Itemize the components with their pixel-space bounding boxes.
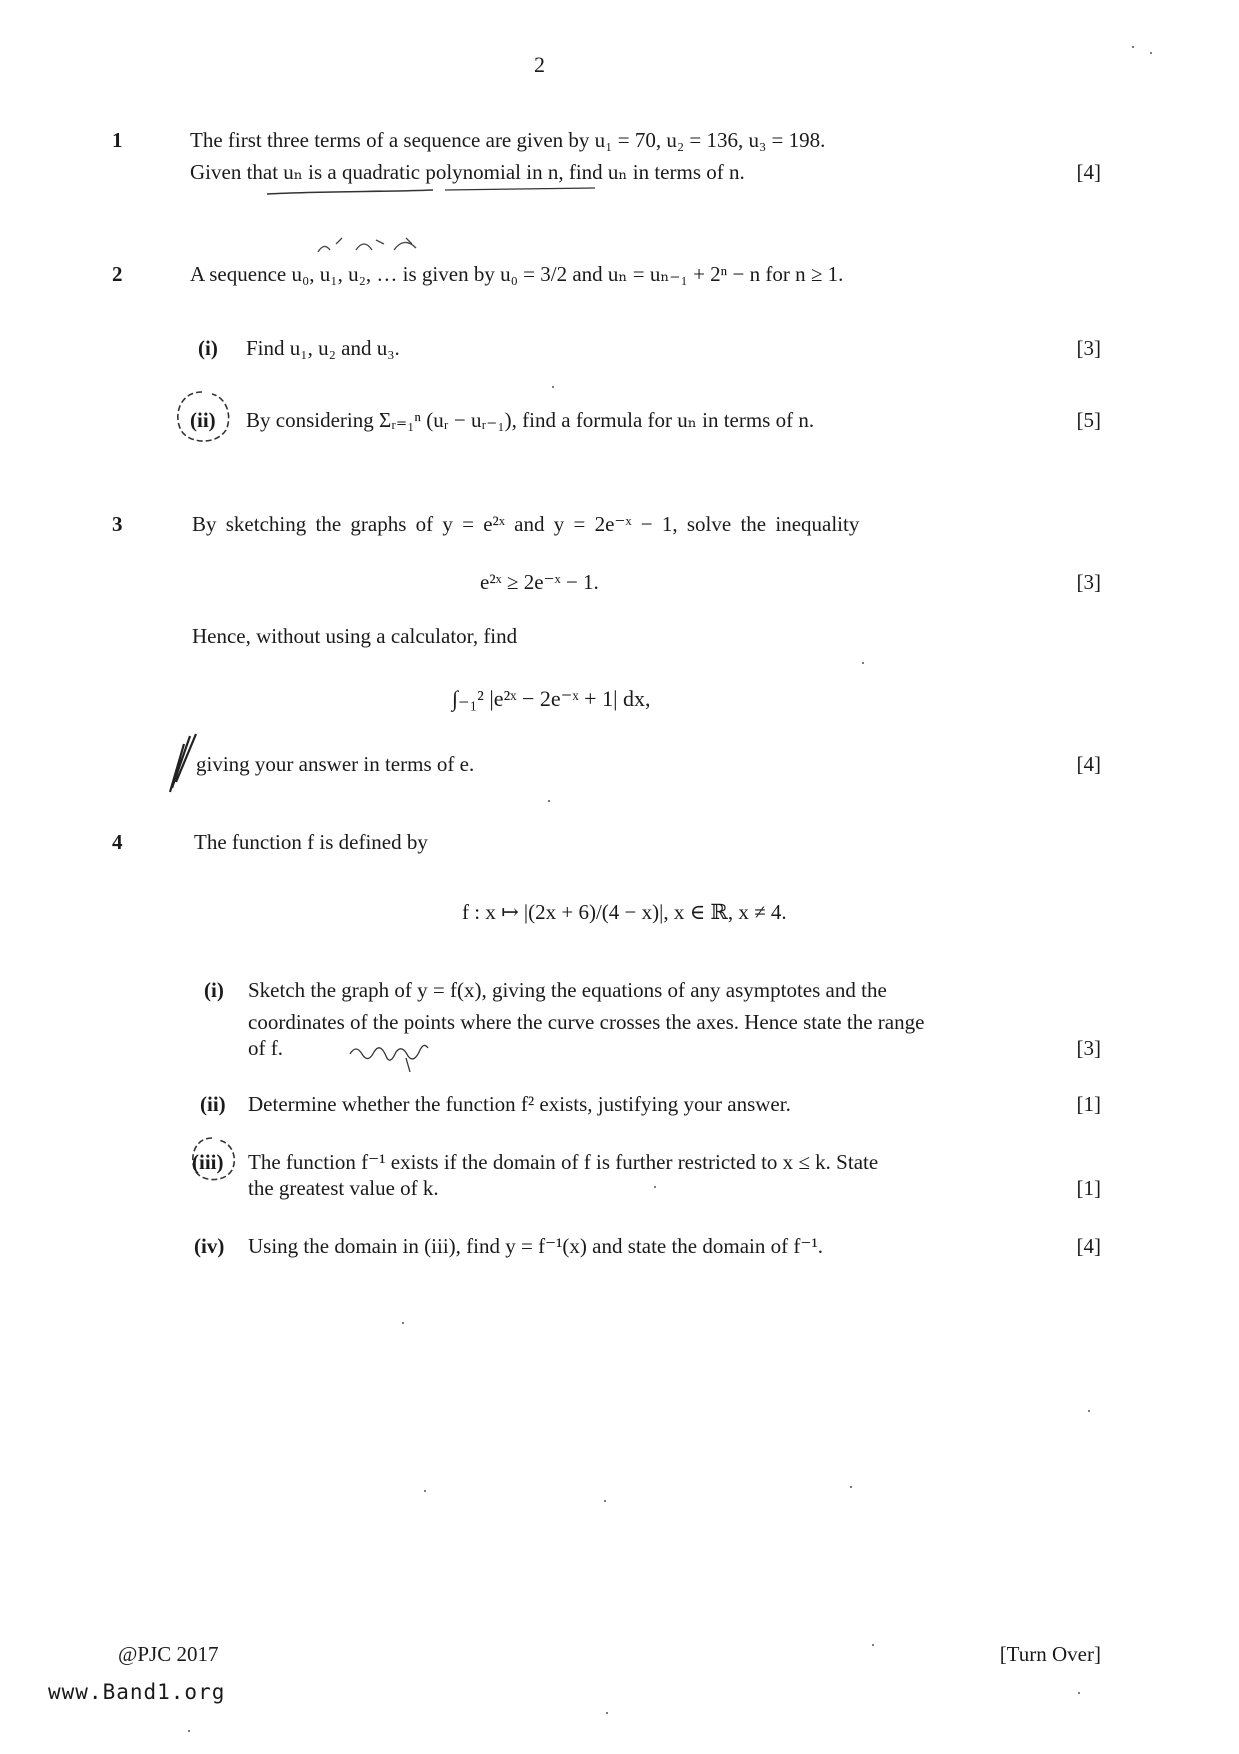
question-3-marks-1: [3]	[1076, 570, 1101, 594]
question-2-part-ii-label: (ii)	[190, 408, 216, 432]
question-3-giving: giving your answer in terms of e.	[196, 752, 475, 776]
question-3-stem: By sketching the graphs of y = e²ˣ and y = 2e⁻ˣ − 1, solve the inequality	[192, 512, 860, 536]
scan-speck	[850, 1486, 852, 1488]
footer-copyright: @PJC 2017	[118, 1642, 219, 1666]
scan-speck	[872, 1644, 874, 1646]
question-1-line-2: Given that uₙ is a quadratic polynomial in n, find uₙ in terms of n.	[190, 160, 745, 184]
footer-turn-over: [Turn Over]	[999, 1642, 1101, 1666]
question-3-inequality: e²ˣ ≥ 2e⁻ˣ − 1.	[480, 570, 599, 594]
question-1-line-1: The first three terms of a sequence are given by u₁ = 70, u₂ = 136, u₃ = 198.	[190, 128, 826, 152]
question-4-part-i-marks: [3]	[1076, 1036, 1101, 1060]
question-1-marks: [4]	[1076, 160, 1101, 184]
scan-speck	[604, 1500, 606, 1502]
scan-speck	[1150, 52, 1152, 54]
question-4-part-ii-text: Determine whether the function f² exists, justifying your answer.	[248, 1092, 791, 1116]
scan-speck	[548, 800, 550, 802]
question-2-part-ii-marks: [5]	[1076, 408, 1101, 432]
question-4-number: 4	[112, 830, 123, 854]
scan-speck	[862, 662, 864, 664]
question-4-stem: The function f is defined by	[194, 830, 428, 854]
scan-speck	[552, 386, 554, 388]
question-4-part-i-line-3: of f.	[248, 1036, 283, 1060]
scan-speck	[606, 1712, 608, 1714]
question-4-part-iii-marks: [1]	[1076, 1176, 1101, 1200]
page-number: 2	[534, 52, 545, 77]
question-4-part-ii-marks: [1]	[1076, 1092, 1101, 1116]
question-4-part-iii-label: (iii)	[192, 1150, 224, 1174]
handwritten-underline	[265, 182, 605, 202]
question-4-part-iii-line-2: the greatest value of k.	[248, 1176, 439, 1200]
scan-speck	[1132, 46, 1134, 48]
scan-speck	[188, 1730, 190, 1732]
question-3-integral: ∫₋₁² |e²ˣ − 2e⁻ˣ + 1| dx,	[452, 686, 651, 711]
question-1-number: 1	[112, 128, 123, 152]
question-3-hence: Hence, without using a calculator, find	[192, 624, 518, 648]
question-4-part-i-line-1: Sketch the graph of y = f(x), giving the equations of any asymptotes and the	[248, 978, 887, 1002]
question-4-part-i-line-2: coordinates of the points where the curve crosses the axes. Hence state the range	[248, 1010, 925, 1034]
question-4-part-iv-text: Using the domain in (iii), find y = f⁻¹(x) and state the domain of f⁻¹.	[248, 1234, 823, 1258]
scan-speck	[1078, 1692, 1080, 1694]
question-3-number: 3	[112, 512, 123, 536]
question-4-part-iv-marks: [4]	[1076, 1234, 1101, 1258]
footer-watermark: www.Band1.org	[48, 1680, 226, 1704]
scan-speck	[402, 1322, 404, 1324]
question-2-part-i-text: Find u₁, u₂ and u₃.	[246, 336, 400, 360]
scan-speck	[654, 1186, 656, 1188]
handwritten-scribble	[346, 1034, 446, 1074]
question-2-part-i-label: (i)	[198, 336, 218, 360]
question-2-part-ii-text: By considering Σᵣ₌₁ⁿ (uᵣ − uᵣ₋₁), find a formula for uₙ in terms of n.	[246, 408, 815, 432]
question-2-part-i-marks: [3]	[1076, 336, 1101, 360]
question-4-part-iii-line-1: The function f⁻¹ exists if the domain of f is further restricted to x ≤ k. State	[248, 1150, 879, 1174]
question-2-number: 2	[112, 262, 123, 286]
question-2-stem: A sequence u₀, u₁, u₂, … is given by u₀ = 3/2 and uₙ = uₙ₋₁ + 2ⁿ − n for n ≥ 1.	[190, 262, 844, 286]
question-4-part-iv-label: (iv)	[194, 1234, 225, 1258]
question-4-definition: f : x ↦ |(2x + 6)/(4 − x)|, x ∈ ℝ, x ≠ 4.	[462, 900, 787, 924]
scan-speck	[424, 1490, 426, 1492]
question-3-marks-2: [4]	[1076, 752, 1101, 776]
question-4-part-i-label: (i)	[204, 978, 224, 1002]
scan-speck	[1088, 1410, 1090, 1412]
question-4-part-ii-label: (ii)	[200, 1092, 226, 1116]
handwritten-annotation	[306, 230, 436, 262]
